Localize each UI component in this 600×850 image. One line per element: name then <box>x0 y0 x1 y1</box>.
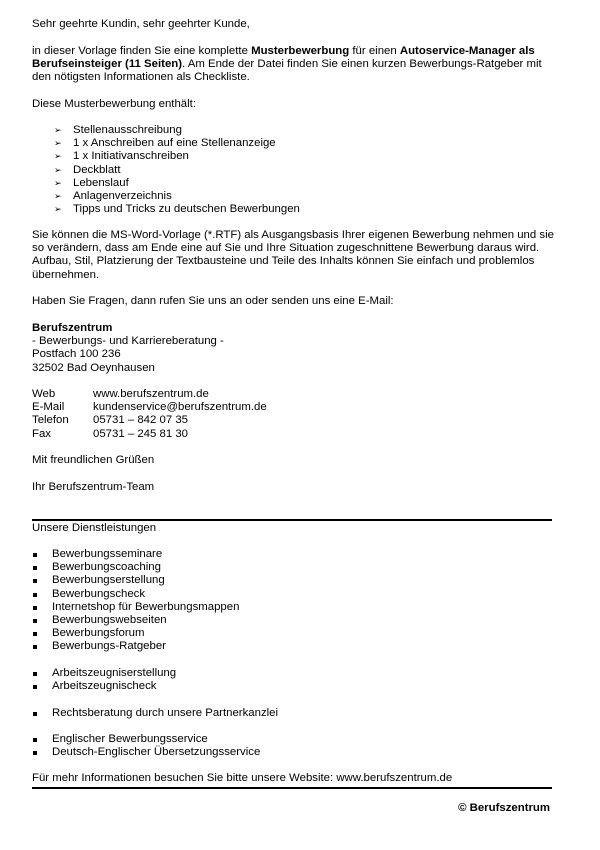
services-list-4 <box>32 733 557 759</box>
list-item: Bewerbungscoaching <box>32 561 557 574</box>
list-item: ➢ Tipps und Tricks zu deutschen Bewerbungen <box>54 203 300 216</box>
arrow-bullet-icon: ➢ <box>54 151 62 162</box>
intro-bold-1: Musterbewerbung <box>251 45 350 57</box>
square-bullet-icon <box>33 593 37 597</box>
contact-email: E-Mail kundenservice@berufszentrum.de <box>32 401 267 414</box>
questions-text: Haben Sie Fragen, dann rufen Sie uns an oder senden uns eine E-Mail: <box>32 295 394 307</box>
company-tagline: - Bewerbungs- und Karriereberatung - <box>32 335 224 348</box>
list-item: ➢ 1 x Anschreiben auf eine Stellenanzeige <box>54 137 276 150</box>
intro-text-1: in dieser Vorlage finden Sie eine komplette <box>32 45 252 57</box>
arrow-bullet-icon: ➢ <box>54 204 62 215</box>
arrow-bullet-icon: ➢ <box>54 177 62 188</box>
list-item: Bewerbungscheck <box>32 588 557 601</box>
greeting: Sehr geehrte Kundin, sehr geehrter Kunde, <box>32 18 250 30</box>
square-bullet-icon <box>33 606 37 610</box>
square-bullet-icon <box>33 751 37 755</box>
services-list-1 <box>32 548 557 654</box>
intro-text-3: . Am Ende der Datei finden Sie einen kurzen Bewerbungs-Ratgeber mit den nötigsten Informationen als Checkliste. <box>32 58 542 84</box>
list-item: ➢ Deckblatt <box>54 163 121 176</box>
services-heading: Unsere Dienstleistungen <box>32 522 157 534</box>
list-item: Internetshop für Bewerbungsmappen <box>32 601 557 614</box>
square-bullet-icon <box>33 619 37 623</box>
email-link[interactable]: kundenservice@berufszentrum.de <box>93 401 267 414</box>
contact-phone: Telefon 05731 – 842 07 35 <box>32 414 189 427</box>
list-item: Bewerbungswebseiten <box>32 614 557 627</box>
intro-text-2: für einen <box>349 45 400 57</box>
list-item: Arbeitszeugniserstellung <box>32 667 557 680</box>
list-item: Bewerbungs-Ratgeber <box>32 640 557 653</box>
list-item: Rechtsberatung durch unsere Partnerkanzlei <box>32 707 557 720</box>
intro-paragraph <box>32 45 557 85</box>
company-city: 32502 Bad Oeynhausen <box>32 361 155 374</box>
list-item: Bewerbungsforum <box>32 627 557 640</box>
list-item: ➢ 1 x Initiativanschreiben <box>54 150 189 163</box>
web-link[interactable]: www.berufszentrum.de <box>93 388 209 400</box>
divider-top <box>32 519 552 521</box>
list-item: Arbeitszeugnischeck <box>32 680 557 693</box>
contact-block <box>32 388 557 441</box>
arrow-bullet-icon: ➢ <box>54 164 62 175</box>
arrow-bullet-icon: ➢ <box>54 125 62 135</box>
list-item: Bewerbungsseminare <box>32 548 557 561</box>
square-bullet-icon <box>33 579 37 583</box>
square-bullet-icon <box>33 712 37 716</box>
square-bullet-icon <box>33 632 37 636</box>
arrow-bullet-icon: ➢ <box>54 138 62 149</box>
company-name: Berufszentrum <box>32 322 113 334</box>
usage-paragraph: Sie können die MS-Word-Vorlage (*.RTF) als Ausgangsbasis Ihrer eigenen Bewerbung nehmen und sie so verändern, dass am Ende eine auf Sie und Ihre Situation zugeschnittene Bewerbung daraus wird. Aufbau, Stil, Platzierung der Textbausteine und Teile des Inhalts können Sie einfach und problemlos übernehmen. <box>32 229 554 281</box>
list-item: ➢ Stellenausschreibung <box>54 124 182 136</box>
closing: Mit freundlichen Grüßen <box>32 454 155 466</box>
more-info-text: Für mehr Informationen besuchen Sie bitte unsere Website: www.berufszentrum.de <box>32 772 453 784</box>
company-street: Postfach 100 236 <box>32 348 121 361</box>
list-item: Bewerbungserstellung <box>32 574 557 587</box>
contact-fax: Fax 05731 – 245 81 30 <box>32 427 189 440</box>
list-item: Englischer Bewerbungsservice <box>32 733 557 746</box>
services-list-2 <box>32 667 557 693</box>
contents-heading: Diese Musterbewerbung enthält: <box>32 98 196 110</box>
list-item: Deutsch-Englischer Übersetzungsservice <box>32 746 557 759</box>
square-bullet-icon <box>33 685 37 689</box>
contact-web: Web www.berufszentrum.de <box>32 388 209 400</box>
list-item: ➢ Lebenslauf <box>54 176 129 189</box>
services-list-3 <box>32 707 557 720</box>
square-bullet-icon <box>33 645 37 649</box>
arrow-bullet-icon: ➢ <box>54 190 62 201</box>
square-bullet-icon <box>33 672 37 676</box>
square-bullet-icon <box>33 566 37 570</box>
intro-bold-2: Autoservice-Manager als Berufseinsteiger (11 Seiten) <box>32 45 535 71</box>
square-bullet-icon <box>33 553 37 557</box>
divider-bottom <box>32 787 552 789</box>
list-item: ➢ Anlagenverzeichnis <box>54 189 172 202</box>
square-bullet-icon <box>33 738 37 742</box>
signature: Ihr Berufszentrum-Team <box>32 481 155 493</box>
contents-list <box>32 124 557 216</box>
company-address <box>32 322 557 375</box>
copyright: © Berufszentrum <box>458 802 550 814</box>
